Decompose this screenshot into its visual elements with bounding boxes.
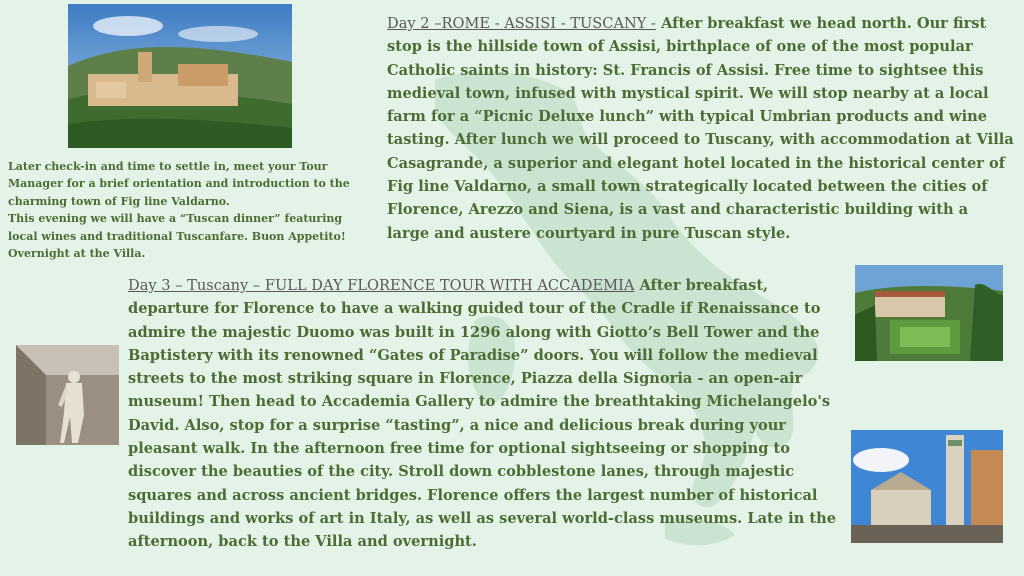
- david-statue-photo: [16, 345, 119, 445]
- side-note-paragraph: Later check-in and time to settle in, meet your Tour Manager for a brief orientation and introduction to the charming town of Fig line Valdarno.: [8, 160, 350, 208]
- day-2-heading: Day 2 –ROME - ASSISI - TUSCANY -: [387, 15, 656, 32]
- day-3-itinerary: [128, 274, 850, 554]
- florence-baptistery-photo: [851, 430, 1003, 543]
- assisi-photo: [68, 4, 292, 148]
- day-3-body: After breakfast, departure for Florence to have a walking guided tour of the Cradle if Renaissance to admire the majestic Duomo was built in 1296 along with Giotto’s Bell Tower and the Baptistery with its renowned “Gates of Paradise” doors. You will follow the medieval streets to the most striking square in Florence, Piazza della Signoria - an open-air museum! Then head to Accademia Gallery to admire the breathtaking Michelangelo's David. Also, stop for a surprise “tasting”, a nice and delicious break during your pleasant walk. In the afternoon free time for optional sightseeing or shopping to discover the beauties of the city. Stroll down cobblestone lanes, through majestic squares and across ancient bridges. Florence offers the largest number of historical buildings and works of art in Italy, as well as several world-class museums. Late in the afternoon, back to the Villa and overnight.: [128, 277, 837, 551]
- side-note-paragraph: This evening we will have a “Tuscan dinner” featuring local wines and traditional Tuscanfare. Buon Appetito! Overnight at the Villa.: [8, 212, 346, 261]
- day-2-body: After breakfast we head north. Our first stop is the hillside town of Assisi, birthplace of one of the most popular Catholic saints in history: St. Francis of Assisi. Free time to sightsee this medieval town, infused with mystical spirit. We will stop nearby at a local farm for a “Picnic Deluxe lunch” with typical Umbrian products and wine tasting. After lunch we will proceed to Tuscany, with accommodation at Villa Casagrande, a superior and elegant hotel located in the historical center of Fig line Valdarno, a small town strategically located between the cities of Florence, Arezzo and Siena, is a vast and characteristic building with a large and austere courtyard in pure Tuscan style.: [387, 15, 1014, 242]
- side-note: [8, 158, 373, 262]
- day-2-itinerary: [387, 12, 1015, 245]
- day-3-heading: Day 3 – Tuscany – FULL DAY FLORENCE TOUR WITH ACCADEMIA: [128, 277, 635, 294]
- villa-photo: [855, 265, 1003, 361]
